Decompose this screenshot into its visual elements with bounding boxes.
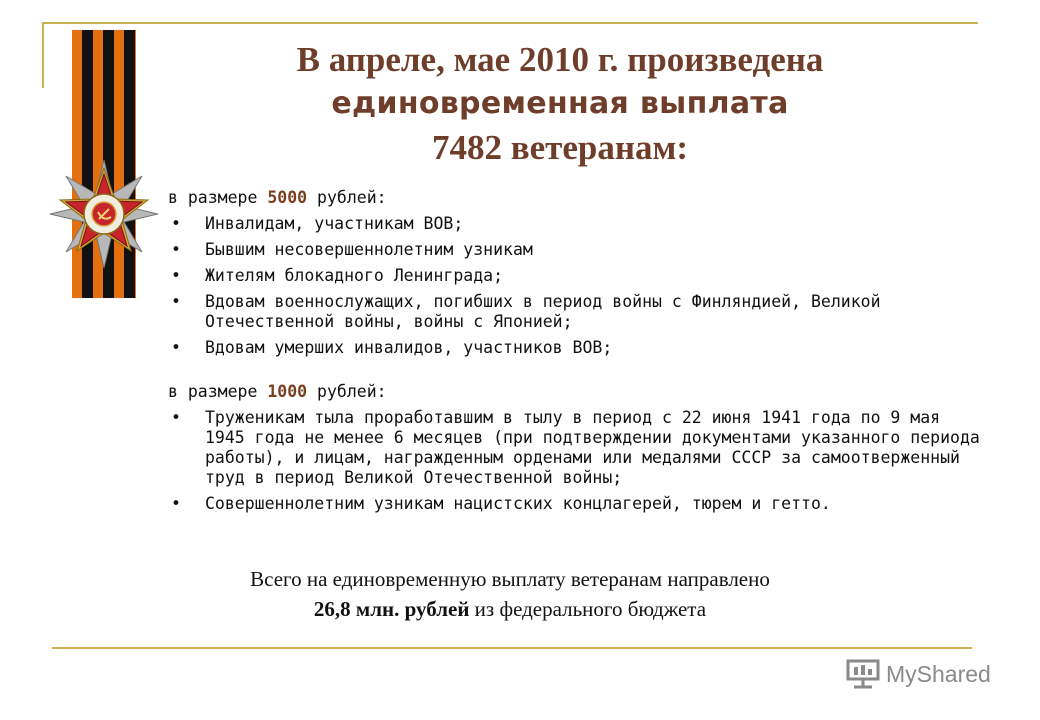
total-line-1: Всего на единовременную выплату ветеранам направлено [250, 567, 770, 591]
presentation-board-icon [846, 659, 880, 689]
total-line-2 [160, 594, 860, 624]
total-summary [160, 564, 860, 624]
group-1-amount: 5000 [267, 188, 308, 207]
group-2-amount: 1000 [267, 382, 308, 401]
frame-top-line [42, 22, 978, 24]
list-item: • Инвалидам, участникам ВОВ; [168, 214, 988, 234]
total-amount: 26,8 млн. рублей [313, 597, 470, 621]
list-item: • Жителям блокадного Ленинграда; [168, 266, 988, 286]
group-2-suffix: рублей: [307, 382, 387, 401]
logo-text: MyShared [886, 660, 991, 687]
group-1-heading [168, 188, 988, 214]
list-item: • Вдовам умерших инвалидов, участников ВОВ; [168, 338, 988, 358]
group-1-list [168, 214, 988, 358]
myshared-logo[interactable] [846, 654, 991, 694]
total-line-2-rest: из федерального бюджета [469, 597, 707, 621]
group-1-prefix: в размере [168, 188, 268, 207]
list-item: • Бывшим несовершеннолетним узникам [168, 240, 988, 260]
title-line-3: 7482 ветеранам: [431, 128, 689, 167]
list-item: • Совершеннолетним узникам нацистских концлагерей, тюрем и гетто. [168, 494, 988, 514]
order-of-patriotic-war-icon [48, 158, 160, 270]
slide-body [168, 188, 988, 520]
title-line-1: В апреле, мае 2010 г. произведена [296, 40, 824, 79]
group-2-list [168, 408, 988, 514]
title-line-2: единовременная выплата [331, 86, 789, 121]
frame-bottom-line [52, 647, 972, 649]
group-1-suffix: рублей: [307, 188, 387, 207]
frame-left-line [42, 22, 44, 88]
list-item: • Труженикам тыла проработавшим в тылу в период с 22 июня 1941 года по 9 мая 1945 года не менее 6 месяцев (при подтверждении документами указанного периода работы), и лицам, награжденным орденами или медалями СССР за самоотверженный труд в период Великой Отечественной войны; [168, 408, 988, 488]
list-item: • Вдовам военнослужащих, погибших в период войны с Финляндией, Великой Отечественной войны, войны с Японией; [168, 292, 988, 332]
group-2-prefix: в размере [168, 382, 268, 401]
slide-title [180, 38, 940, 170]
group-2-heading [168, 382, 988, 408]
